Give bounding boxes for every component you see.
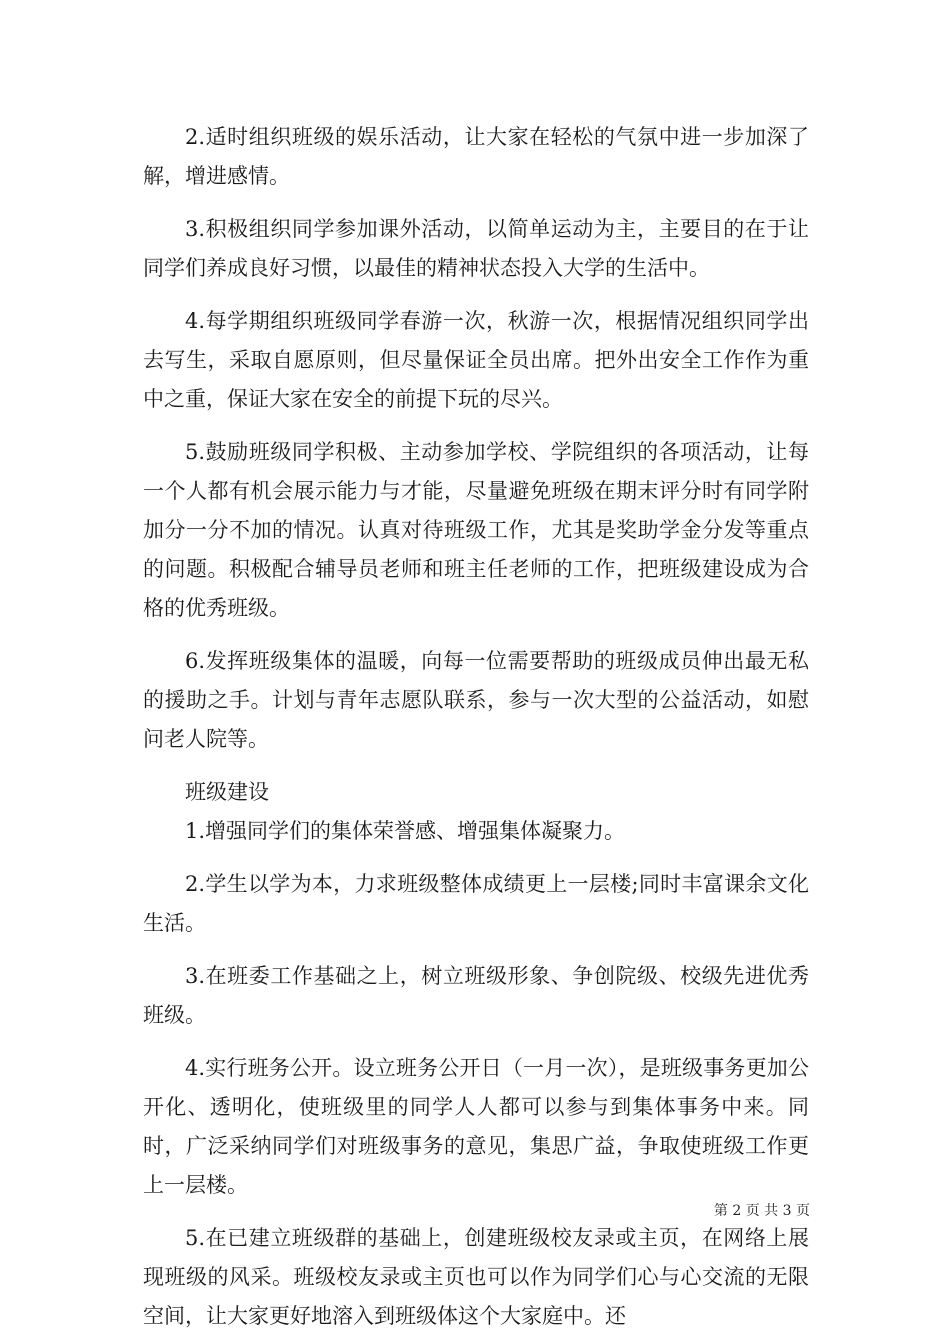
page-number: 第 2 页 共 3 页 [713, 1203, 810, 1219]
paragraph-item-5: 5.鼓励班级同学积极、主动参加学校、学院组织的各项活动，让每一个人都有机会展示能力与才能，尽量避免班级在期末评分时有同学附加分一分不加的情况。认真对待班级工作，尤其是奖助学金分发等重点的问题。积极配合辅导员老师和班主任老师的工作，把班级建设成为合格的优秀班级。 [143, 440, 809, 620]
document-body [143, 118, 809, 1336]
paragraph-build-5: 5.在已建立班级群的基础上，创建班级校友录或主页，在网络上展现班级的风采。班级校友录或主页也可以作为同学们心与心交流的无限空间，让大家更好地溶入到班级体这个大家庭中。还 [143, 1226, 809, 1328]
paragraph-item-6: 6.发挥班级集体的温暖，向每一位需要帮助的班级成员伸出最无私的援助之手。计划与青年志愿队联系，参与一次大型的公益活动，如慰问老人院等。 [143, 649, 809, 751]
paragraph-item-2: 2.适时组织班级的娱乐活动，让大家在轻松的气氛中进一步加深了解，增进感情。 [143, 125, 809, 188]
paragraph-build-4: 4.实行班务公开。设立班务公开日（一月一次），是班级事务更加公开化、透明化，使班级里的同学人人都可以参与到集体事务中来。同时，广泛采纳同学们对班级事务的意见，集思广益，争取使班级工作更上一层楼。 [143, 1056, 809, 1197]
paragraph-build-1: 1.增强同学们的集体荣誉感、增强集体凝聚力。 [185, 819, 626, 843]
paragraph-build-3: 3.在班委工作基础之上，树立班级形象、争创院级、校级先进优秀班级。 [143, 964, 809, 1027]
section-heading: 班级建设 [185, 780, 269, 804]
paragraph-build-2: 2.学生以学为本，力求班级整体成绩更上一层楼;同时丰富课余文化生活。 [143, 872, 809, 935]
paragraph-item-3: 3.积极组织同学参加课外活动，以简单运动为主，主要目的在于让同学们养成良好习惯，以最佳的精神状态投入大学的生活中。 [143, 217, 809, 280]
paragraph-item-4: 4.每学期组织班级同学春游一次，秋游一次，根据情况组织同学出去写生，采取自愿原则，但尽量保证全员出席。把外出安全工作作为重中之重，保证大家在安全的前提下玩的尽兴。 [143, 309, 809, 411]
